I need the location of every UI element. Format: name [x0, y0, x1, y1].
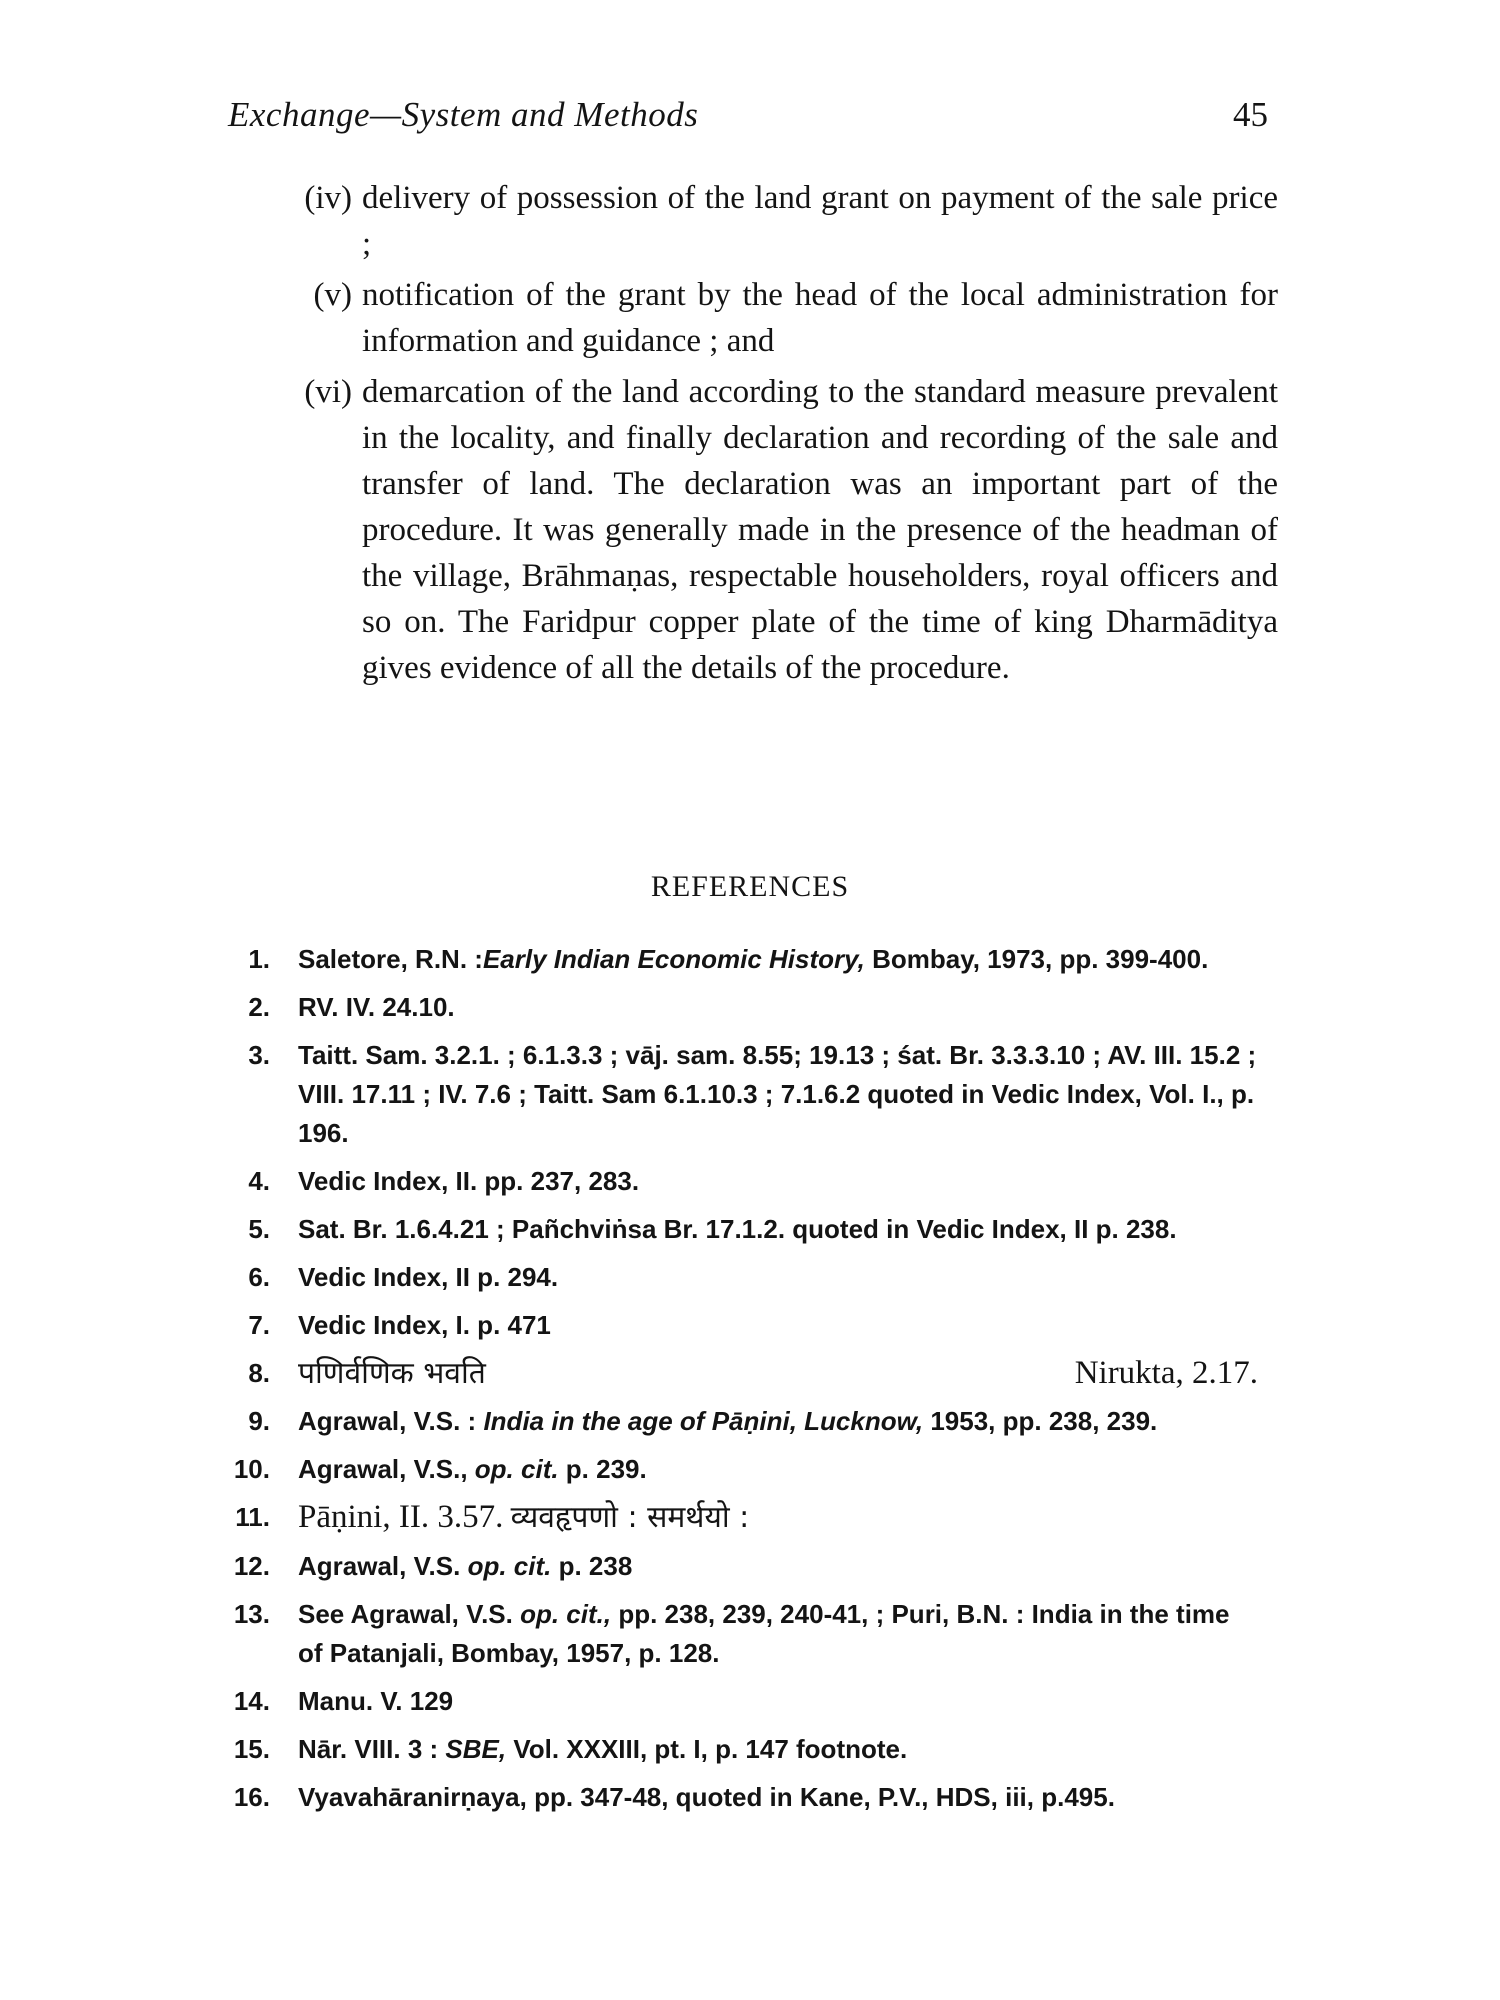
- reference-number: 1.: [248, 944, 270, 974]
- reference-number: 14.: [233, 1686, 270, 1716]
- reference-text: [298, 1498, 1258, 1538]
- procedure-list: [282, 175, 1278, 696]
- reference-item: [218, 940, 1258, 979]
- reference-number: 10.: [233, 1454, 270, 1484]
- reference-title: op. cit.,: [520, 1599, 612, 1629]
- reference-author: Agrawal, V.S. :: [298, 1406, 484, 1436]
- reference-title: op. cit.: [467, 1551, 552, 1581]
- reference-text: Vyavahāranirṇaya, pp. 347-48, quoted in Kane, P.V., HDS, iii, p.495.: [298, 1782, 1115, 1812]
- reference-text: [298, 1450, 1258, 1489]
- reference-text: [298, 1730, 1258, 1769]
- reference-source: Nirukta, 2.17.: [1074, 1355, 1258, 1391]
- sanskrit-quote: व्यवहृपणो : समर्थयो :: [510, 1500, 750, 1535]
- reference-item: [218, 1210, 1258, 1249]
- reference-author: Agrawal, V.S.: [298, 1551, 468, 1581]
- reference-title: SBE,: [445, 1734, 507, 1764]
- reference-source: Pāṇini, II. 3.57.: [298, 1499, 504, 1535]
- reference-text: [298, 1595, 1258, 1673]
- reference-number: 2.: [248, 992, 270, 1022]
- reference-text: [298, 1354, 1258, 1393]
- reference-title: Early Indian Economic History,: [482, 944, 865, 974]
- procedure-item-number: (v): [313, 277, 352, 313]
- reference-number: 4.: [248, 1166, 270, 1196]
- procedure-item-text: demarcation of the land according to the standard measure prevalent in the locality, and finally declaration and recording of the sale and transfer of land. The declaration was an important part of the procedure. It was generally made in the presence of the headman of the village, Brāhmaṇas, respectable householders, royal officers and so on. The Faridpur copper plate of the time of king Dharmāditya gives evidence of all the details of the procedure.: [362, 374, 1278, 686]
- procedure-item-text: notification of the grant by the head of the local administration for information and guidance ; and: [362, 277, 1278, 359]
- reference-author: Agrawal, V.S.,: [298, 1454, 475, 1484]
- reference-item: [218, 1306, 1258, 1345]
- reference-item: [218, 1258, 1258, 1297]
- reference-text: [298, 1402, 1258, 1441]
- reference-text: Sat. Br. 1.6.4.21 ; Pañchviṅsa Br. 17.1.2. quoted in Vedic Index, II p. 238.: [298, 1214, 1177, 1244]
- reference-item: [218, 1354, 1258, 1393]
- page-number: 45: [1233, 95, 1268, 134]
- reference-text: Vedic Index, II p. 294.: [298, 1262, 559, 1292]
- procedure-item: [282, 175, 1278, 267]
- reference-text: Vedic Index, II. pp. 237, 283.: [298, 1166, 640, 1196]
- reference-author: Saletore, R.N. :: [298, 944, 483, 974]
- references-heading: REFERENCES: [650, 870, 850, 903]
- reference-number: 5.: [248, 1214, 270, 1244]
- reference-number: 8.: [248, 1358, 270, 1388]
- reference-number: 9.: [248, 1406, 270, 1436]
- reference-text: Vedic Index, I. p. 471: [298, 1310, 551, 1340]
- reference-number: 15.: [233, 1734, 270, 1764]
- procedure-item-text: delivery of possession of the land grant on payment of the sale price ;: [362, 180, 1278, 262]
- reference-number: 12.: [233, 1551, 270, 1581]
- reference-title: op. cit.: [474, 1454, 559, 1484]
- reference-item: [218, 1778, 1258, 1817]
- page-header: [228, 95, 1268, 145]
- running-title: Exchange—System and Methods: [228, 95, 699, 134]
- references-list: [218, 940, 1258, 1826]
- reference-item: [218, 988, 1258, 1027]
- reference-item: [218, 1402, 1258, 1441]
- reference-details: Bombay, 1973, pp. 399-400.: [864, 944, 1209, 974]
- reference-text: [298, 1547, 1258, 1586]
- reference-text: RV. IV. 24.10.: [298, 992, 455, 1022]
- reference-item: [218, 1162, 1258, 1201]
- reference-number: 11.: [235, 1502, 270, 1532]
- reference-item: [218, 1498, 1258, 1538]
- reference-details: 1953, pp. 238, 239.: [923, 1406, 1158, 1436]
- reference-details: p. 238: [551, 1551, 633, 1581]
- reference-number: 3.: [248, 1040, 270, 1070]
- procedure-item-number: (iv): [304, 180, 352, 216]
- reference-text: Manu. V. 129: [298, 1686, 454, 1716]
- reference-title: India in the age of Pāṇini, Lucknow,: [483, 1406, 924, 1436]
- sanskrit-quote: पणिर्वणिक भवति: [298, 1356, 486, 1391]
- reference-number: 16.: [233, 1782, 270, 1812]
- reference-item: [218, 1595, 1258, 1673]
- reference-text: [298, 940, 1258, 979]
- procedure-item: [282, 369, 1278, 691]
- reference-item: [218, 1682, 1258, 1721]
- reference-item: [218, 1450, 1258, 1489]
- reference-author: Nār. VIII. 3 :: [298, 1734, 446, 1764]
- reference-number: 7.: [248, 1310, 270, 1340]
- reference-number: 13.: [233, 1599, 270, 1629]
- reference-details: pp. 238, 239, 240-41, ; Puri, B.N. : India in the time of Patanjali, Bombay, 1957, p. 128.: [298, 1599, 1230, 1668]
- reference-item: [218, 1036, 1258, 1153]
- reference-number: 6.: [248, 1262, 270, 1292]
- reference-item: [218, 1547, 1258, 1586]
- reference-details: p. 239.: [558, 1454, 647, 1484]
- reference-author: See Agrawal, V.S.: [298, 1599, 521, 1629]
- reference-item: [218, 1730, 1258, 1769]
- reference-text: Taitt. Sam. 3.2.1. ; 6.1.3.3 ; vāj. sam. 8.55; 19.13 ; śat. Br. 3.3.3.10 ; AV. III. 15.2 ; VIII. 17.11 ; IV. 7.6 ; Taitt. Sam 6.1.10.3 ; 7.1.6.2 quoted in Vedic Index, Vol. I., p. 196.: [298, 1040, 1257, 1148]
- reference-details: Vol. XXXIII, pt. I, p. 147 footnote.: [506, 1734, 908, 1764]
- procedure-item-number: (vi): [304, 374, 352, 410]
- procedure-item: [282, 272, 1278, 364]
